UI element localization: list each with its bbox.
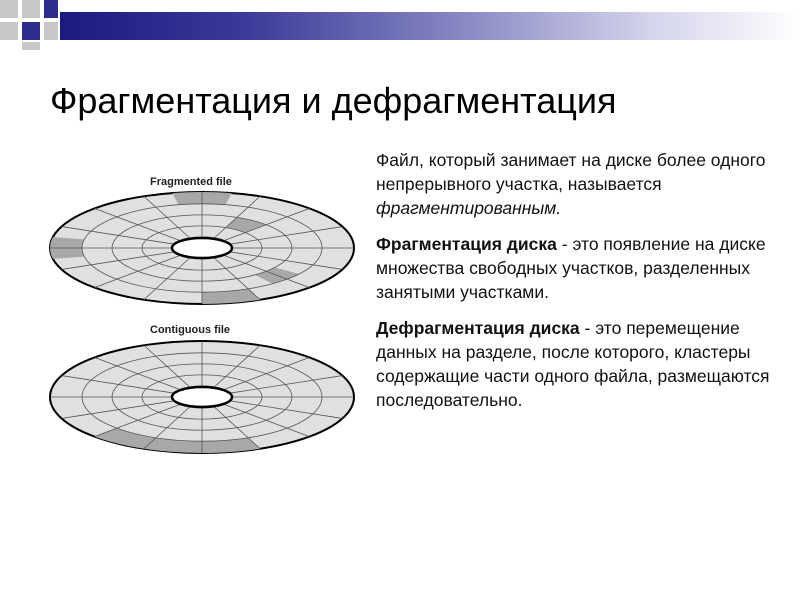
p3-term: Дефрагментация диска xyxy=(376,318,580,338)
disk-illustration xyxy=(42,170,362,470)
p2-rest: - это появление на диске множества свободных участков, разделенных занятыми участками. xyxy=(376,234,766,302)
p1-italic-term: фрагментированным. xyxy=(376,198,562,218)
fragmented-disk xyxy=(50,192,354,304)
disk-diagrams xyxy=(42,170,362,470)
corner-square-blue xyxy=(22,22,40,40)
header-gradient-band xyxy=(60,12,800,40)
fragmented-file-caption: Fragmented file xyxy=(150,176,232,188)
paragraph-disk-fragmentation xyxy=(376,232,776,304)
corner-square-gray xyxy=(0,22,18,40)
p3-rest: - это перемещение данных на разделе, после которого, кластеры содержащие части одного файла, размещаются последовательно. xyxy=(376,318,770,410)
corner-square-gray xyxy=(0,0,18,18)
contiguous-file-caption: Contiguous file xyxy=(150,324,231,336)
corner-square-blue xyxy=(44,0,58,18)
body-text xyxy=(376,148,776,424)
disk-spindle-hole xyxy=(172,387,232,407)
corner-square-gray xyxy=(22,42,40,50)
contiguous-disk xyxy=(50,341,354,453)
slide-title: Фрагментация и дефрагментация xyxy=(50,80,617,121)
paragraph-disk-defragmentation xyxy=(376,316,776,412)
paragraph-file-fragmented xyxy=(376,148,776,220)
p1-text: Файл, который занимает на диске более одного непрерывного участка, называется xyxy=(376,150,766,194)
corner-square-gray xyxy=(22,0,40,18)
decorative-header-bar xyxy=(0,0,800,52)
corner-square-gray xyxy=(44,22,58,40)
p2-term: Фрагментация диска xyxy=(376,234,557,254)
disk-spindle-hole xyxy=(172,238,232,258)
